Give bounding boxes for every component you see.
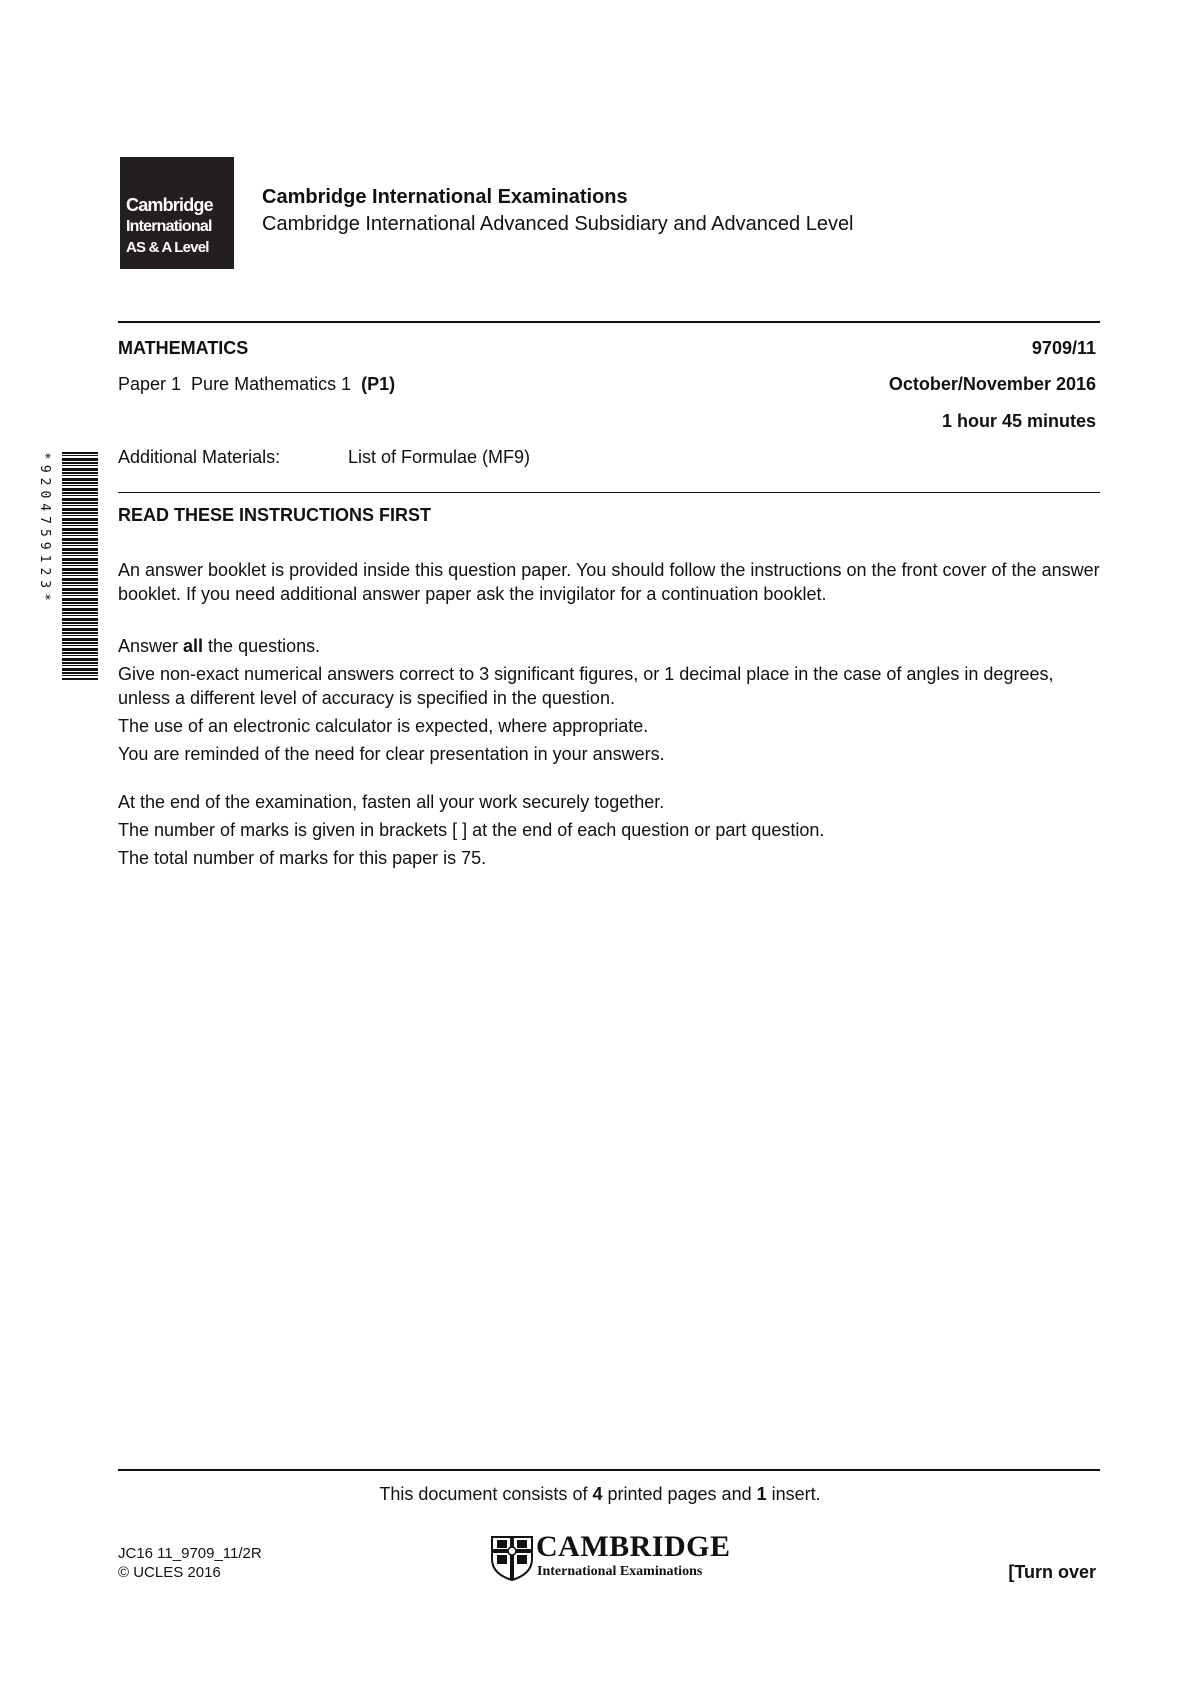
instructions-para-1 bbox=[118, 558, 1104, 606]
note-insert: 1 bbox=[756, 1484, 767, 1504]
organization-title: Cambridge International Examinations bbox=[262, 186, 628, 208]
paper-title bbox=[118, 374, 395, 395]
qualification-subtitle: Cambridge International Advanced Subsidiary and Advanced Level bbox=[262, 213, 854, 235]
cambridge-brand: CAMBRIDGE bbox=[536, 1530, 731, 1563]
total-marks-line: The total number of marks for this paper is 75. bbox=[118, 848, 487, 868]
footer-codes bbox=[118, 1544, 262, 1582]
exam-session: October/November 2016 bbox=[888, 374, 1096, 394]
note-pages: 4 bbox=[592, 1484, 603, 1504]
paper-title-text: Paper 1 Pure Mathematics 1 bbox=[118, 374, 362, 394]
barcode bbox=[62, 452, 98, 680]
presentation-line: You are reminded of the need for clear presentation in your answers. bbox=[118, 744, 665, 764]
logo-line-3: AS & A Level bbox=[126, 239, 209, 256]
subject-title: MATHEMATICS bbox=[118, 338, 249, 358]
exam-duration bbox=[942, 411, 1096, 432]
instructions-heading: READ THESE INSTRUCTIONS FIRST bbox=[118, 505, 432, 525]
note-prefix: This document consists of bbox=[379, 1484, 593, 1504]
duration-minutes: 45 minutes bbox=[1001, 411, 1096, 431]
barcode-digits: *9204759123* bbox=[37, 452, 52, 606]
marks-brackets-line: The number of marks is given in brackets [ ] at the end of each question or part question. bbox=[118, 820, 825, 840]
paper-code: 9709/11 bbox=[1031, 338, 1096, 358]
instructions-block-3 bbox=[118, 790, 1104, 870]
turn-over: [Turn over bbox=[1008, 1562, 1096, 1582]
document-code: JC16 11_9709_11/2R bbox=[118, 1545, 262, 1562]
note-middle: printed pages and bbox=[602, 1484, 757, 1504]
cambridge-as-a-level-logo bbox=[120, 157, 234, 269]
duration-hour: 1 hour bbox=[941, 411, 1002, 431]
additional-materials-value: List of Formulae (MF9) bbox=[348, 447, 531, 467]
fasten-line: At the end of the examination, fasten all your work securely together. bbox=[118, 792, 665, 812]
accuracy-line: Give non-exact numerical answers correct to 3 significant figures, or 1 decimal place in the case of angles in degrees, unless a different level of accuracy is specified in the question. bbox=[118, 664, 1054, 708]
calculator-line: The use of an electronic calculator is expected, where appropriate. bbox=[118, 716, 649, 736]
note-suffix: insert. bbox=[766, 1484, 821, 1504]
instructions-divider bbox=[118, 492, 1100, 493]
answer-prefix: Answer bbox=[118, 636, 184, 656]
answer-all-line bbox=[118, 634, 1104, 658]
instructions-block-2 bbox=[118, 634, 1104, 766]
footer-divider bbox=[118, 1469, 1100, 1471]
logo-line-1: Cambridge bbox=[126, 195, 213, 215]
header-divider bbox=[118, 321, 1100, 323]
answer-all: all bbox=[183, 636, 204, 656]
additional-materials-label: Additional Materials: bbox=[118, 447, 281, 467]
copyright: © UCLES 2016 bbox=[118, 1564, 221, 1581]
cambridge-crest-icon bbox=[490, 1535, 534, 1581]
instructions-booklet-text: An answer booklet is provided inside this question paper. You should follow the instructions on the front cover of the answer booklet. If you need additional answer paper ask the invigilator for a continuation booklet. bbox=[118, 560, 1100, 604]
paper-abbrev: (P1) bbox=[361, 374, 396, 394]
logo-line-2: International bbox=[126, 218, 212, 235]
cambridge-brand-sub: International Examinations bbox=[537, 1564, 703, 1579]
document-pages-note bbox=[0, 1484, 1200, 1505]
answer-suffix: the questions. bbox=[203, 636, 321, 656]
